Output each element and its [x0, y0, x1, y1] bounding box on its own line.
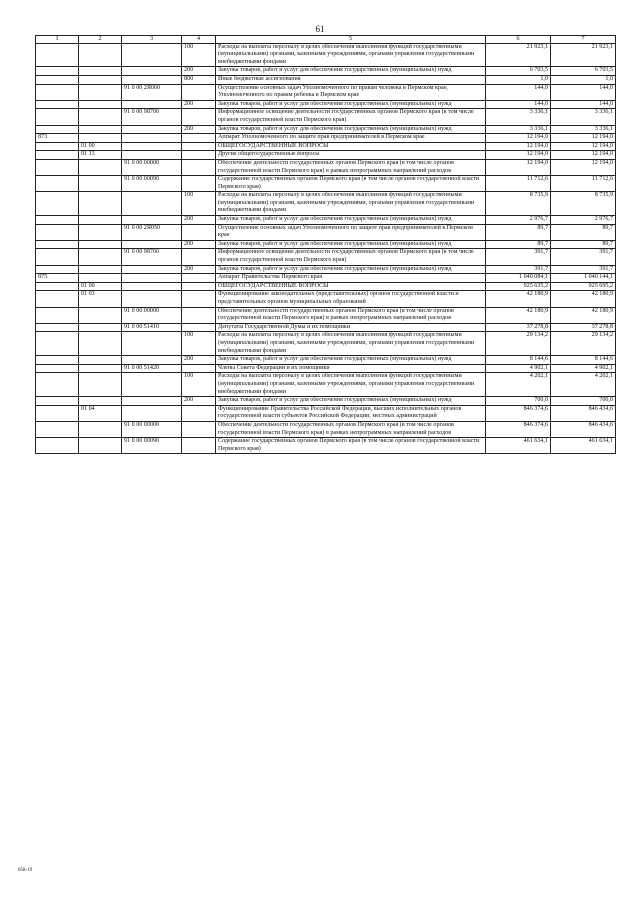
cell-description: Закупка товаров, работ и услуг для обеспечения государственных (муниципальных) нужд	[216, 356, 486, 365]
cell-ministry-code	[36, 373, 79, 397]
cell-description: Иные бюджетные ассигнования	[216, 75, 486, 84]
table-row	[36, 373, 616, 397]
header-row	[36, 36, 616, 44]
cell-target-article-code: 91 0 00 00090	[122, 438, 182, 454]
cell-expense-type-code: 200	[182, 265, 216, 274]
cell-target-article-code	[122, 216, 182, 225]
cell-amount-year-1: 11 712,6	[486, 176, 551, 192]
cell-amount-year-1: 12 194,0	[486, 151, 551, 160]
cell-description: Закупка товаров, работ и услуг для обеспечения государственных (муниципальных) нужд	[216, 100, 486, 109]
cell-description: Расходы на выплаты персоналу в целях обеспечения выполнения функций государственными (муниципальными) органами, казенными учреждениями, органами управления государственными внебюджетными фондами	[216, 373, 486, 397]
cell-amount-year-1: 21 923,1	[486, 43, 551, 67]
cell-description: Закупка товаров, работ и услуг для обеспечения государственных (муниципальных) нужд	[216, 240, 486, 249]
cell-description: ОБЩЕГОСУДАРСТВЕННЫЕ ВОПРОСЫ	[216, 282, 486, 291]
cell-description: Осуществление основных задач Уполномоченного по правам человека в Пермском крае, Уполномоченного по правам ребенка в Пермском крае	[216, 84, 486, 100]
cell-section-code: 01 13	[79, 151, 122, 160]
cell-description: Закупка товаров, работ и услуг для обеспечения государственных (муниципальных) нужд	[216, 125, 486, 134]
cell-ministry-code: 873	[36, 134, 79, 143]
cell-amount-year-2: 11 712,6	[551, 176, 616, 192]
cell-expense-type-code	[182, 224, 216, 240]
table-row	[36, 421, 616, 437]
table-row	[36, 109, 616, 125]
cell-amount-year-1: 37 278,8	[486, 323, 551, 332]
cell-section-code	[79, 159, 122, 175]
cell-expense-type-code	[182, 323, 216, 332]
cell-amount-year-2: 846 434,6	[551, 405, 616, 421]
cell-section-code: 01 04	[79, 405, 122, 421]
cell-section-code	[79, 216, 122, 225]
cell-amount-year-2: 391,7	[551, 265, 616, 274]
table-row	[36, 84, 616, 100]
cell-ministry-code	[36, 291, 79, 307]
table-row	[36, 192, 616, 216]
cell-amount-year-1: 391,7	[486, 265, 551, 274]
cell-ministry-code	[36, 192, 79, 216]
cell-amount-year-2: 21 923,1	[551, 43, 616, 67]
table-row	[36, 159, 616, 175]
cell-amount-year-1: 29 134,2	[486, 332, 551, 356]
cell-amount-year-2: 4 902,1	[551, 364, 616, 373]
cell-section-code	[79, 274, 122, 283]
cell-ministry-code: 875	[36, 274, 79, 283]
table-row	[36, 282, 616, 291]
cell-description: Обеспечение деятельности государственных органов Пермского края (в том числе органов государственной власти Пермского края) в рамках непрограммных направлений расходов	[216, 421, 486, 437]
cell-amount-year-1: 846 374,6	[486, 405, 551, 421]
cell-ministry-code	[36, 142, 79, 151]
cell-amount-year-2: 42 180,9	[551, 291, 616, 307]
cell-amount-year-2: 1,0	[551, 75, 616, 84]
cell-expense-type-code: 800	[182, 75, 216, 84]
cell-amount-year-2: 12 194,0	[551, 159, 616, 175]
cell-section-code	[79, 192, 122, 216]
cell-section-code	[79, 438, 122, 454]
table-body	[36, 43, 616, 454]
cell-target-article-code: 91 0 00 2Я060	[122, 84, 182, 100]
cell-expense-type-code: 200	[182, 356, 216, 365]
cell-amount-year-1: 42 180,9	[486, 307, 551, 323]
cell-expense-type-code: 200	[182, 240, 216, 249]
cell-ministry-code	[36, 364, 79, 373]
cell-expense-type-code: 200	[182, 100, 216, 109]
cell-target-article-code: 91 0 00 98700	[122, 109, 182, 125]
cell-ministry-code	[36, 100, 79, 109]
cell-section-code	[79, 421, 122, 437]
cell-amount-year-1: 12 194,0	[486, 134, 551, 143]
cell-target-article-code	[122, 134, 182, 143]
cell-expense-type-code	[182, 421, 216, 437]
cell-section-code	[79, 84, 122, 100]
cell-expense-type-code	[182, 159, 216, 175]
cell-section-code	[79, 364, 122, 373]
cell-amount-year-1: 461 634,1	[486, 438, 551, 454]
cell-amount-year-1: 89,7	[486, 224, 551, 240]
table-row	[36, 67, 616, 76]
cell-section-code	[79, 67, 122, 76]
cell-amount-year-2: 4 202,1	[551, 373, 616, 397]
cell-description: Информационное освещение деятельности государственных органов Пермского края (в том числе органов государственной власти Пермского края)	[216, 109, 486, 125]
cell-ministry-code	[36, 75, 79, 84]
cell-amount-year-1: 42 180,9	[486, 291, 551, 307]
cell-amount-year-1: 700,0	[486, 397, 551, 406]
cell-target-article-code	[122, 151, 182, 160]
cell-description: Закупка товаров, работ и услуг для обеспечения государственных (муниципальных) нужд	[216, 265, 486, 274]
cell-amount-year-2: 12 194,0	[551, 134, 616, 143]
cell-amount-year-1: 1 040 084,1	[486, 274, 551, 283]
cell-expense-type-code: 200	[182, 125, 216, 134]
cell-amount-year-1: 1,0	[486, 75, 551, 84]
table-row	[36, 142, 616, 151]
table-row	[36, 43, 616, 67]
cell-ministry-code	[36, 397, 79, 406]
cell-section-code	[79, 224, 122, 240]
table-row	[36, 397, 616, 406]
cell-amount-year-2: 6 703,5	[551, 67, 616, 76]
cell-expense-type-code	[182, 134, 216, 143]
budget-table	[35, 35, 616, 454]
cell-ministry-code	[36, 67, 79, 76]
cell-description: Функционирование законодательных (представительных) органов государственной власти и представительных органов муниципальных образований	[216, 291, 486, 307]
table-row	[36, 265, 616, 274]
cell-section-code: 01 00	[79, 282, 122, 291]
cell-description: Расходы на выплаты персоналу в целях обеспечения выполнения функций государственными (муниципальными) органами, казенными учреждениями, органами управления государственными внебюджетными фондами	[216, 192, 486, 216]
cell-section-code	[79, 240, 122, 249]
header-cell: 6	[486, 36, 551, 44]
cell-amount-year-2: 42 180,9	[551, 307, 616, 323]
cell-target-article-code	[122, 405, 182, 421]
cell-ministry-code	[36, 159, 79, 175]
table-row	[36, 356, 616, 365]
cell-amount-year-2: 925 695,2	[551, 282, 616, 291]
cell-ministry-code	[36, 224, 79, 240]
header-cell: 7	[551, 36, 616, 44]
cell-amount-year-2: 1 040 144,1	[551, 274, 616, 283]
cell-amount-year-1: 4 202,1	[486, 373, 551, 397]
cell-ministry-code	[36, 323, 79, 332]
cell-amount-year-2: 846 434,6	[551, 421, 616, 437]
cell-description: Члены Совета Федерации и их помощники	[216, 364, 486, 373]
cell-amount-year-1: 2 976,7	[486, 216, 551, 225]
cell-section-code	[79, 323, 122, 332]
cell-amount-year-1: 8 735,9	[486, 192, 551, 216]
header-cell: 5	[216, 36, 486, 44]
cell-amount-year-2: 3 336,1	[551, 109, 616, 125]
cell-description: Закупка товаров, работ и услуг для обеспечения государственных (муниципальных) нужд	[216, 67, 486, 76]
cell-ministry-code	[36, 109, 79, 125]
cell-amount-year-1: 8 144,6	[486, 356, 551, 365]
table-row	[36, 216, 616, 225]
cell-section-code	[79, 125, 122, 134]
table-row	[36, 240, 616, 249]
cell-ministry-code	[36, 216, 79, 225]
cell-amount-year-2: 89,7	[551, 224, 616, 240]
table-row	[36, 307, 616, 323]
cell-amount-year-2: 3 336,1	[551, 125, 616, 134]
cell-description: Депутаты Государственной Думы и их помощники	[216, 323, 486, 332]
cell-ministry-code	[36, 125, 79, 134]
cell-section-code	[79, 249, 122, 265]
cell-target-article-code: 91 0 00 00090	[122, 176, 182, 192]
cell-expense-type-code	[182, 307, 216, 323]
cell-amount-year-1: 12 194,0	[486, 159, 551, 175]
cell-amount-year-1: 925 635,2	[486, 282, 551, 291]
cell-expense-type-code	[182, 291, 216, 307]
cell-description: Аппарат Уполномоченного по защите прав предпринимателей в Пермском крае	[216, 134, 486, 143]
cell-amount-year-1: 6 703,5	[486, 67, 551, 76]
cell-description: Обеспечение деятельности государственных органов Пермского края (в том числе органов государственной власти Пермского края) в рамках непрограммных направлений расходов	[216, 159, 486, 175]
cell-amount-year-2: 37 278,8	[551, 323, 616, 332]
cell-expense-type-code	[182, 249, 216, 265]
cell-target-article-code	[122, 291, 182, 307]
cell-description: Аппарат Правительства Пермского края	[216, 274, 486, 283]
cell-ministry-code	[36, 356, 79, 365]
cell-target-article-code	[122, 282, 182, 291]
cell-expense-type-code	[182, 142, 216, 151]
cell-target-article-code	[122, 373, 182, 397]
cell-ministry-code	[36, 421, 79, 437]
cell-target-article-code	[122, 274, 182, 283]
cell-section-code	[79, 356, 122, 365]
cell-amount-year-1: 144,0	[486, 84, 551, 100]
cell-expense-type-code	[182, 274, 216, 283]
cell-amount-year-2: 89,7	[551, 240, 616, 249]
cell-description: Обеспечение деятельности государственных органов Пермского края (в том числе органов государственной власти Пермского края) в рамках непрограммных направлений расходов	[216, 307, 486, 323]
table-row	[36, 176, 616, 192]
cell-ministry-code	[36, 84, 79, 100]
cell-expense-type-code	[182, 84, 216, 100]
cell-section-code	[79, 43, 122, 67]
cell-target-article-code	[122, 265, 182, 274]
cell-expense-type-code: 100	[182, 43, 216, 67]
cell-section-code	[79, 75, 122, 84]
cell-target-article-code	[122, 125, 182, 134]
cell-target-article-code: 91 0 00 2Я050	[122, 224, 182, 240]
footer-code: 058-19	[18, 868, 33, 873]
table-row	[36, 151, 616, 160]
cell-expense-type-code	[182, 176, 216, 192]
cell-section-code	[79, 176, 122, 192]
cell-ministry-code	[36, 249, 79, 265]
cell-target-article-code	[122, 192, 182, 216]
cell-amount-year-2: 12 194,0	[551, 151, 616, 160]
cell-target-article-code: 91 0 00 00000	[122, 159, 182, 175]
cell-ministry-code	[36, 332, 79, 356]
cell-amount-year-2: 29 134,2	[551, 332, 616, 356]
table-row	[36, 438, 616, 454]
table-row	[36, 405, 616, 421]
cell-target-article-code	[122, 332, 182, 356]
cell-target-article-code	[122, 240, 182, 249]
cell-expense-type-code	[182, 109, 216, 125]
cell-ministry-code	[36, 438, 79, 454]
cell-ministry-code	[36, 405, 79, 421]
cell-expense-type-code	[182, 364, 216, 373]
cell-section-code	[79, 134, 122, 143]
cell-ministry-code	[36, 43, 79, 67]
cell-target-article-code	[122, 67, 182, 76]
cell-target-article-code	[122, 43, 182, 67]
cell-target-article-code: 91 0 00 98700	[122, 249, 182, 265]
cell-target-article-code	[122, 397, 182, 406]
table-row	[36, 125, 616, 134]
cell-expense-type-code: 100	[182, 192, 216, 216]
cell-amount-year-1: 3 336,1	[486, 125, 551, 134]
cell-description: Осуществление основных задач Уполномоченного по защите прав предпринимателей в Пермском крае	[216, 224, 486, 240]
table-row	[36, 75, 616, 84]
header-cell: 4	[182, 36, 216, 44]
cell-section-code	[79, 265, 122, 274]
cell-description: Содержание государственных органов Пермского края (в том числе органов государственной власти Пермского края)	[216, 438, 486, 454]
cell-description: Расходы на выплаты персоналу в целях обеспечения выполнения функций государственными (муниципальными) органами, казенными учреждениями, органами управления государственными внебюджетными фондами	[216, 332, 486, 356]
cell-description: ОБЩЕГОСУДАРСТВЕННЫЕ ВОПРОСЫ	[216, 142, 486, 151]
table-row	[36, 249, 616, 265]
cell-target-article-code: 91 0 00 00000	[122, 307, 182, 323]
cell-section-code	[79, 373, 122, 397]
cell-expense-type-code	[182, 151, 216, 160]
cell-expense-type-code	[182, 405, 216, 421]
cell-amount-year-1: 391,7	[486, 249, 551, 265]
cell-section-code	[79, 109, 122, 125]
cell-description: Содержание государственных органов Пермского края (в том числе органов государственной власти Пермского края)	[216, 176, 486, 192]
cell-amount-year-2: 144,0	[551, 100, 616, 109]
cell-target-article-code: 91 0 00 51410	[122, 323, 182, 332]
table-row	[36, 224, 616, 240]
header-cell: 3	[122, 36, 182, 44]
cell-section-code	[79, 100, 122, 109]
cell-section-code	[79, 397, 122, 406]
cell-target-article-code	[122, 356, 182, 365]
cell-amount-year-2: 461 634,1	[551, 438, 616, 454]
cell-target-article-code	[122, 75, 182, 84]
cell-description: Закупка товаров, работ и услуг для обеспечения государственных (муниципальных) нужд	[216, 397, 486, 406]
cell-target-article-code	[122, 100, 182, 109]
cell-amount-year-1: 144,0	[486, 100, 551, 109]
table-row	[36, 134, 616, 143]
cell-amount-year-2: 12 194,0	[551, 142, 616, 151]
cell-amount-year-2: 391,7	[551, 249, 616, 265]
cell-section-code	[79, 307, 122, 323]
cell-amount-year-1: 3 336,1	[486, 109, 551, 125]
cell-amount-year-2: 8 144,6	[551, 356, 616, 365]
cell-ministry-code	[36, 282, 79, 291]
table-row	[36, 364, 616, 373]
cell-ministry-code	[36, 151, 79, 160]
cell-amount-year-1: 12 194,0	[486, 142, 551, 151]
table-row	[36, 332, 616, 356]
cell-section-code: 01 03	[79, 291, 122, 307]
cell-ministry-code	[36, 176, 79, 192]
cell-amount-year-2: 2 976,7	[551, 216, 616, 225]
table-row	[36, 323, 616, 332]
table-row	[36, 100, 616, 109]
cell-description: Закупка товаров, работ и услуг для обеспечения государственных (муниципальных) нужд	[216, 216, 486, 225]
cell-target-article-code	[122, 142, 182, 151]
cell-amount-year-1: 846 374,6	[486, 421, 551, 437]
cell-amount-year-2: 700,0	[551, 397, 616, 406]
header-cell: 2	[79, 36, 122, 44]
cell-description: Функционирование Правительства Российской Федерации, высших исполнительных органов государственной власти субъектов Российской Федерации, местных администраций	[216, 405, 486, 421]
table-row	[36, 291, 616, 307]
cell-amount-year-1: 89,7	[486, 240, 551, 249]
table-row	[36, 274, 616, 283]
cell-expense-type-code: 200	[182, 67, 216, 76]
cell-expense-type-code	[182, 282, 216, 291]
cell-description: Другие общегосударственные вопросы	[216, 151, 486, 160]
cell-target-article-code: 91 0 00 51420	[122, 364, 182, 373]
cell-section-code	[79, 332, 122, 356]
cell-ministry-code	[36, 307, 79, 323]
cell-target-article-code: 91 0 00 00000	[122, 421, 182, 437]
cell-ministry-code	[36, 240, 79, 249]
cell-section-code: 01 00	[79, 142, 122, 151]
cell-amount-year-1: 4 902,1	[486, 364, 551, 373]
cell-expense-type-code: 200	[182, 216, 216, 225]
cell-amount-year-2: 8 735,9	[551, 192, 616, 216]
page-number: 61	[315, 24, 325, 34]
cell-description: Расходы на выплаты персоналу в целях обеспечения выполнения функций государственными (муниципальными) органами, казенными учреждениями, органами управления государственными внебюджетными фондами	[216, 43, 486, 67]
cell-amount-year-2: 144,0	[551, 84, 616, 100]
header-cell: 1	[36, 36, 79, 44]
cell-ministry-code	[36, 265, 79, 274]
cell-expense-type-code: 200	[182, 397, 216, 406]
cell-expense-type-code: 100	[182, 332, 216, 356]
cell-description: Информационное освещение деятельности государственных органов Пермского края (в том числе органов государственной власти Пермского края)	[216, 249, 486, 265]
cell-expense-type-code: 100	[182, 373, 216, 397]
cell-expense-type-code	[182, 438, 216, 454]
